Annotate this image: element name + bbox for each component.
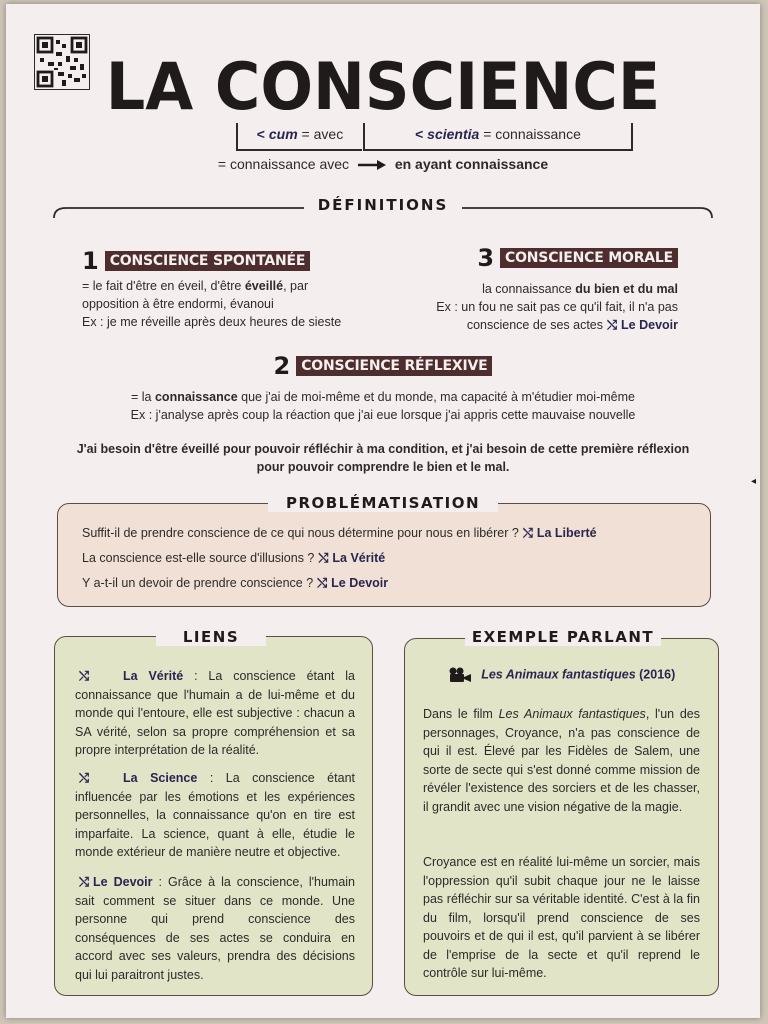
- question-item: Suffit-il de prendre conscience de ce qui nous détermine pour nous en libérer ? ⤭ La Liberté: [82, 526, 597, 540]
- definition-number: 2: [273, 352, 291, 380]
- lien-item: ⤭ La Science : La conscience étant influencée par les émotions et les expériences personnelles, la connaissance qu'on en tire est imparfaite. La science, quant à elle, étudie le monde extérieur de manière neutre et objective.: [75, 771, 355, 859]
- link-la-science[interactable]: La Science: [123, 771, 198, 785]
- film-heading: Les Animaux fantastiques (2016): [405, 667, 718, 683]
- link-la-verite[interactable]: La Vérité: [123, 669, 184, 683]
- definition-line: = le fait d'être en éveil, d'être éveillé, par: [82, 279, 309, 293]
- definition-label: CONSCIENCE RÉFLEXIVE: [296, 356, 492, 376]
- etymology-cum: < cum = avec: [236, 123, 362, 151]
- problematisation-title: PROBLÉMATISATION: [268, 494, 498, 512]
- poster-sheet: [6, 4, 760, 1018]
- definition-morale: [436, 244, 678, 334]
- definition-example: Ex : j'analyse après coup la réaction que j'ai eue lorsque j'ai appris cette mauvaise nouvelle: [130, 408, 636, 422]
- definition-label: CONSCIENCE MORALE: [500, 248, 678, 268]
- definition-example: Ex : je me réveille après deux heures de sieste: [82, 315, 342, 329]
- definitions-title: DÉFINITIONS: [317, 196, 449, 214]
- link-le-devoir[interactable]: Le Devoir: [331, 576, 389, 590]
- shuffle-icon: ⤭: [317, 576, 328, 590]
- definition-label: CONSCIENCE SPONTANÉE: [105, 251, 311, 271]
- liens-title: LIENS: [156, 628, 266, 646]
- shuffle-icon: ⤭: [607, 318, 618, 332]
- film-camera-icon: [448, 667, 472, 683]
- shuffle-icon: ⤭: [79, 669, 90, 683]
- definition-line: = la connaissance que j'ai de moi-même et du monde, ma capacité à m'étudier moi-même: [131, 390, 635, 404]
- shuffle-icon: ⤭: [318, 551, 329, 565]
- link-le-devoir[interactable]: Le Devoir: [93, 875, 153, 889]
- exemple-box: [404, 638, 719, 996]
- definition-line: Ex : un fou ne sait pas ce qu'il fait, il n'a pas: [436, 300, 678, 314]
- etymology-meaning: = connaissance avec en ayant connaissance: [217, 156, 549, 172]
- definition-reflexive: [6, 352, 760, 424]
- definition-spontanee: [82, 247, 342, 329]
- definition-number: 1: [82, 247, 99, 275]
- arrow-right-icon: [357, 159, 387, 171]
- liens-box: [54, 636, 373, 996]
- question-item: Y a-t-il un devoir de prendre conscience ? ⤭ Le Devoir: [82, 576, 389, 590]
- lien-item: ⤭ La Vérité : La conscience étant la connaissance que l'humain a de lui-même et du monde qui l'entoure, elle est subjective : chacun a SA vérité, selon sa propre compréhension et sa propre interprétation de la réalité.: [75, 669, 355, 757]
- link-la-verite[interactable]: La Vérité: [332, 551, 386, 565]
- link-le-devoir[interactable]: Le Devoir: [621, 318, 678, 332]
- lien-item: ⤭ Le Devoir : Grâce à la conscience, l'humain sait comment se situer dans ce monde. Une personne qui prend conscience des conséquences de ses actes se conduira en accord avec ses valeurs, prendra des décisions qui lui paraitront justes.: [75, 875, 356, 982]
- shuffle-icon: ⤭: [79, 875, 90, 889]
- etymology-scientia: < scientia = connaissance: [363, 123, 633, 151]
- definition-number: 3: [477, 244, 495, 272]
- page-title: LA CONSCIENCE: [105, 48, 661, 125]
- question-item: La conscience est-elle source d'illusions ? ⤭ La Vérité: [82, 551, 386, 565]
- exemple-paragraph: Croyance est en réalité lui-même un sorcier, mais l'oppression qu'il subit chaque jour ne le laisse pas réfléchir sur sa véritable identité. C'est à la fin du film, lorsqu'il prend conscience de ses pouvoirs et de qui il est, qu'il parvient à se libérer de l'emprise de la secte et qu'il reprend le contrôle sur lui-même.: [423, 855, 700, 980]
- definitions-summary: J'ai besoin d'être éveillé pour pouvoir réfléchir à ma condition, et j'ai besoin de cette première réflexion pour pouvoir comprendre le bien et le mal.: [76, 442, 690, 474]
- link-la-liberte[interactable]: La Liberté: [536, 526, 597, 540]
- exemple-paragraph: Dans le film Les Animaux fantastiques, l'un des personnages, Croyance, n'a pas conscience de qui il est. Élevé par les Fidèles de Salem, une sorte de secte qui s'est donné comme mission de révéler l'existence des sorciers et de les chasser, il grandit avec une vision négative de la magie.: [423, 707, 700, 814]
- definition-line: la connaissance du bien et du mal: [482, 282, 678, 296]
- exemple-title: EXEMPLE PARLANT: [465, 628, 661, 646]
- definition-line: opposition à être endormi, évanoui: [82, 297, 274, 311]
- shuffle-icon: ⤭: [522, 526, 533, 540]
- decorative-mark: ◂: [751, 476, 757, 487]
- definition-example: conscience de ses actes ⤭ Le Devoir: [466, 318, 678, 332]
- problematisation-box: [57, 503, 711, 607]
- shuffle-icon: ⤭: [79, 771, 90, 785]
